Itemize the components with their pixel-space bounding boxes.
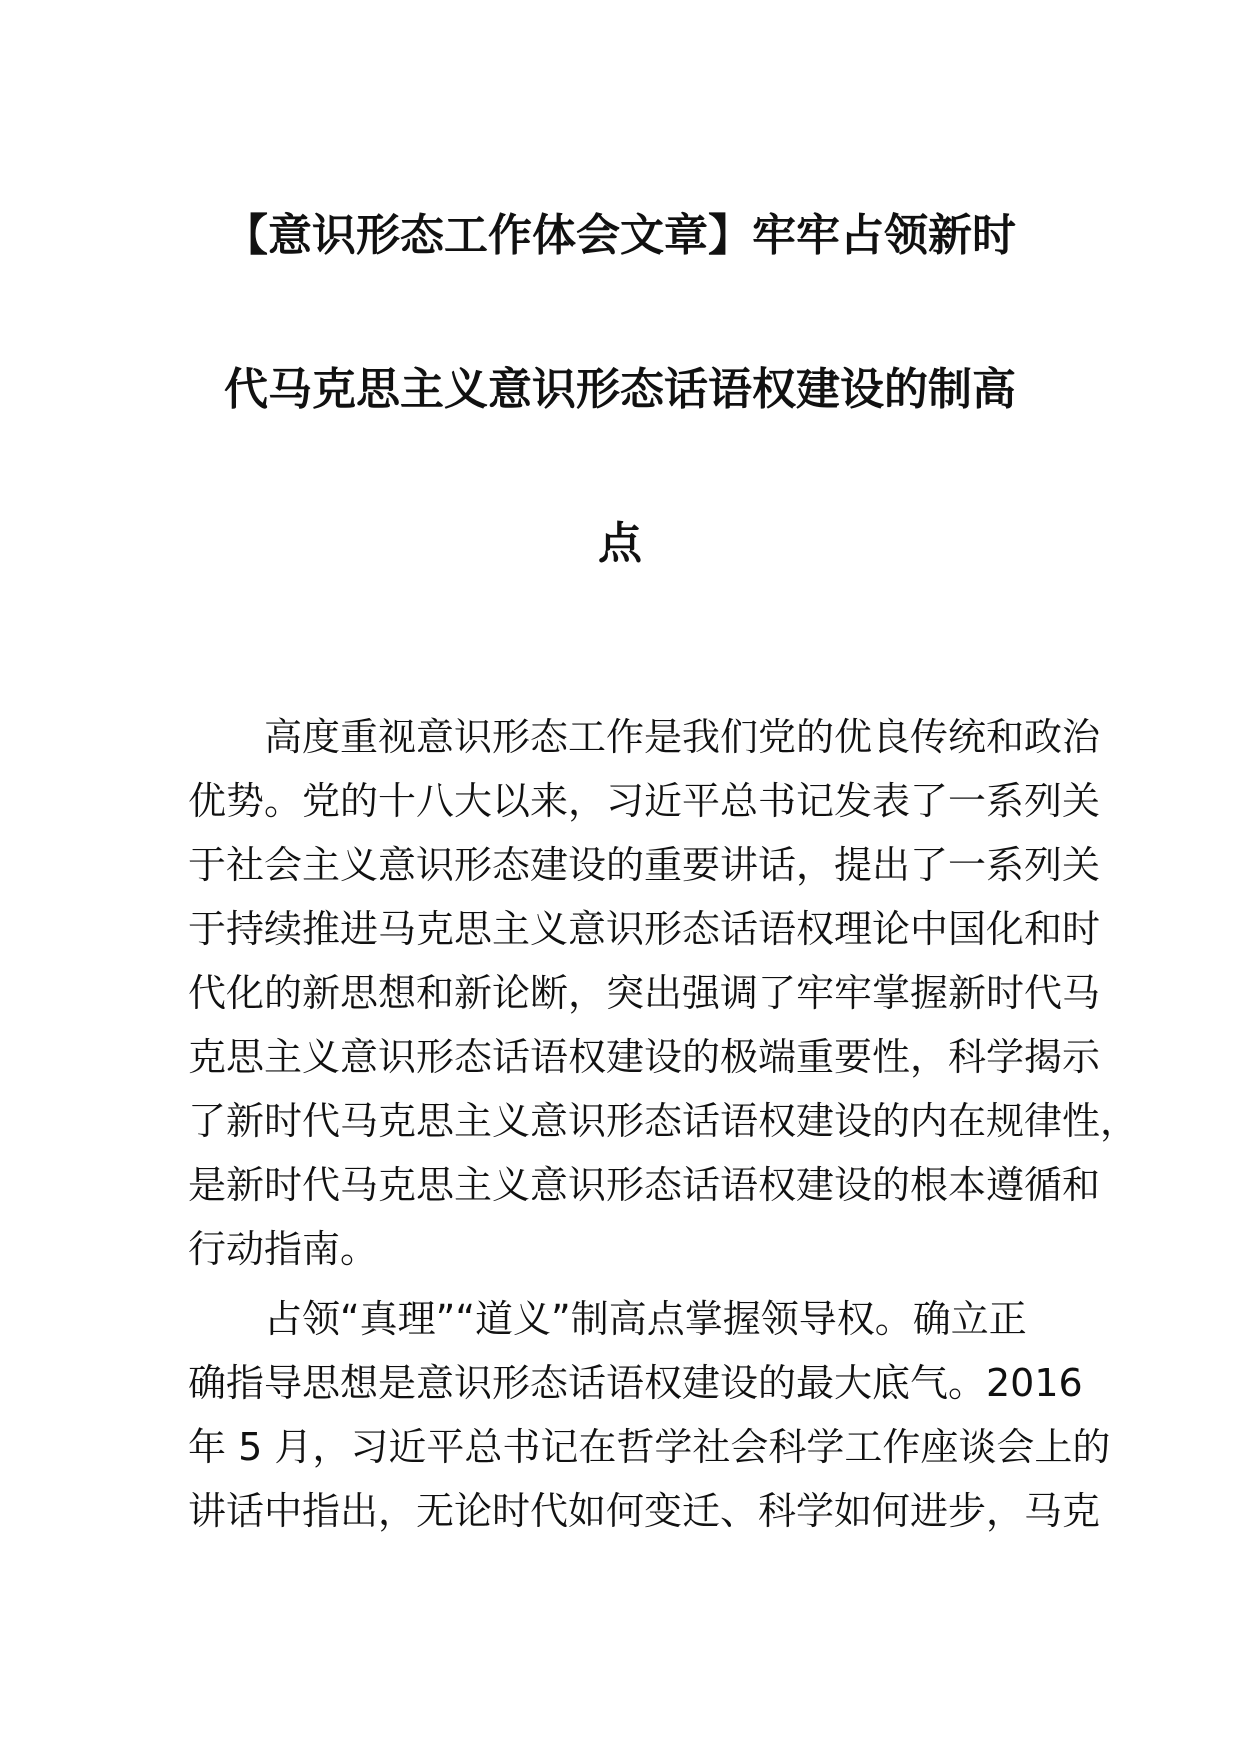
paragraph-1-line: 于社会主义意识形态建设的重要讲话，提出了一系列关	[188, 843, 1101, 887]
paragraph-1-line: 克思主义意识形态话语权建设的极端重要性，科学揭示	[188, 1035, 1101, 1079]
paragraph-1-line: 了新时代马克思主义意识形态话语权建设的内在规律性，	[188, 1099, 1139, 1143]
paragraph-2-line: 年 5 月，习近平总书记在哲学社会科学工作座谈会上的	[188, 1425, 1111, 1469]
title-line-2: 代马克思主义意识形态话语权建设的制高	[224, 364, 1016, 415]
paragraph-1-line: 行动指南。	[188, 1227, 379, 1271]
paragraph-1-line: 是新时代马克思主义意识形态话语权建设的根本遵循和	[188, 1163, 1101, 1207]
paragraph-2-line: 讲话中指出，无论时代如何变迁、科学如何进步，马克	[188, 1489, 1101, 1533]
paragraph-1-line: 优势。党的十八大以来，习近平总书记发表了一系列关	[188, 779, 1101, 823]
paragraph-1-line: 高度重视意识形态工作是我们党的优良传统和政治	[188, 715, 1101, 759]
title-line-3: 点	[598, 518, 642, 569]
paragraph-2-line: 占领“真理”“道义”制高点掌握领导权。确立正	[188, 1297, 1027, 1341]
paragraph-2-line: 确指导思想是意识形态话语权建设的最大底气。2016	[188, 1361, 1083, 1405]
paragraph-1-line: 于持续推进马克思主义意识形态话语权理论中国化和时	[188, 907, 1101, 951]
title-line-1: 【意识形态工作体会文章】牢牢占领新时	[224, 210, 1016, 261]
paragraph-1-line: 代化的新思想和新论断，突出强调了牢牢掌握新时代马	[188, 971, 1101, 1015]
